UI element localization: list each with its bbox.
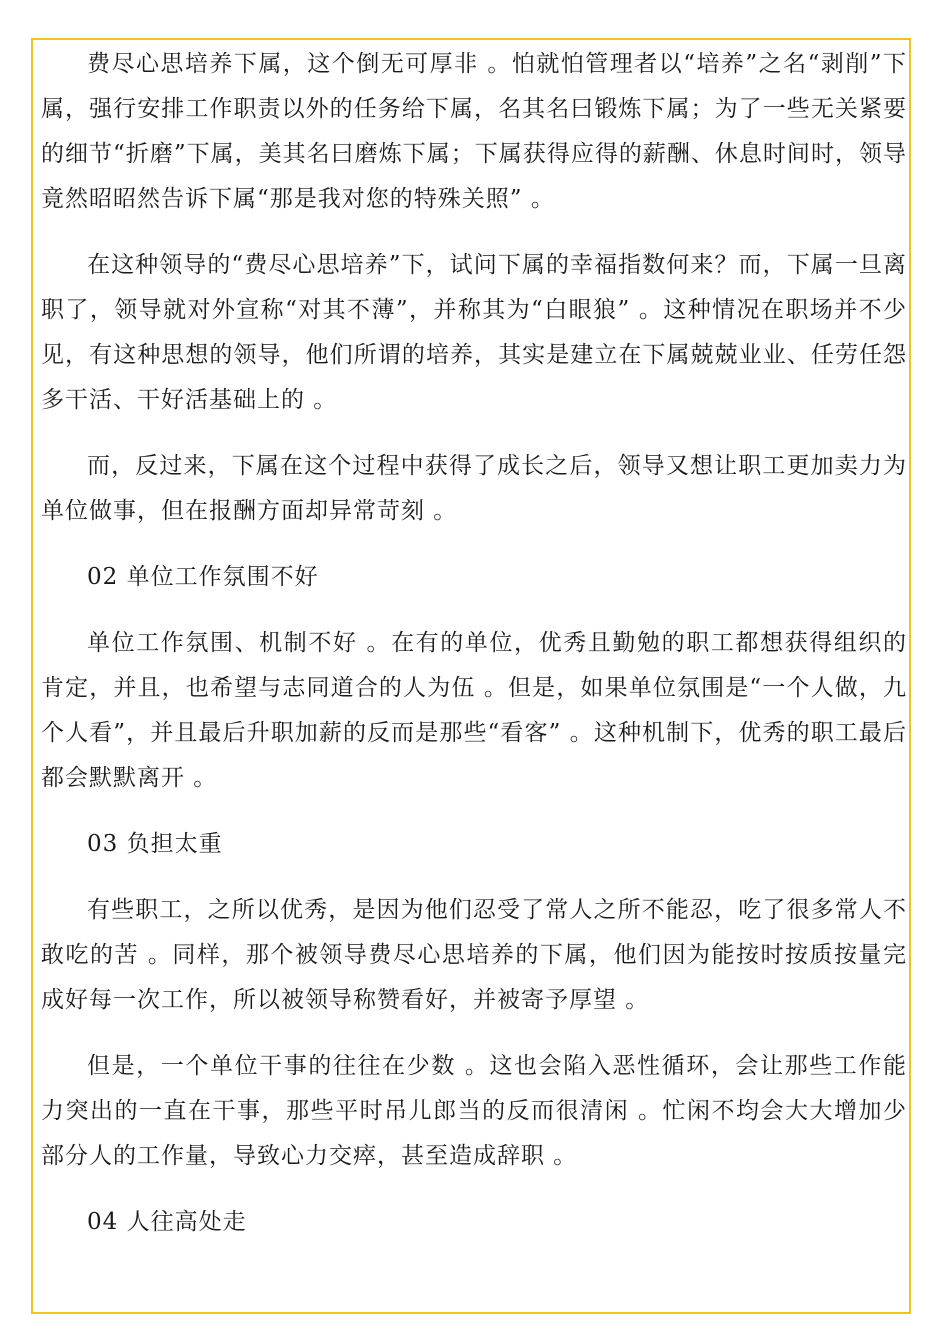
paragraph-1: 费尽心思培养下属，这个倒无可厚非 。怕就怕管理者以“培养”之名“剥削”下属，强行安排工作职责以外的任务给下属，名其名曰锻炼下属；为了一些无关紧要的细节“折磨”下属，美其名曰磨炼下属；下属获得应得的薪酬、休息时间时，领导竟然昭昭然告诉下属“那是我对您的特殊关照” 。 [41, 51, 907, 212]
section-heading-02: 02 单位工作氛围不好 [87, 564, 319, 590]
paragraph-5: 有些职工，之所以优秀，是因为他们忍受了常人之所不能忍，吃了很多常人不敢吃的苦 。同样，那个被领导费尽心思培养的下属，他们因为能按时按质按量完成好每一次工作，所以被领导称赞看好，并被寄予厚望 。 [41, 897, 907, 1013]
document-body [41, 42, 907, 1266]
paragraph-3: 而，反过来，下属在这个过程中获得了成长之后，领导又想让职工更加卖力为单位做事，但在报酬方面却异常苛刻 。 [41, 453, 907, 524]
section-heading-03: 03 负担太重 [87, 831, 223, 857]
paragraph-2: 在这种领导的“费尽心思培养”下，试问下属的幸福指数何来？而，下属一旦离职了，领导就对外宣称“对其不薄”，并称其为“白眼狼” 。这种情况在职场并不少见，有这种思想的领导，他们所谓的培养，其实是建立在下属兢兢业业、任劳任怨多干活、干好活基础上的 。 [41, 252, 907, 413]
section-heading-04: 04 人往高处走 [87, 1209, 247, 1235]
paragraph-4: 单位工作氛围、机制不好 。在有的单位，优秀且勤勉的职工都想获得组织的肯定，并且，也希望与志同道合的人为伍 。但是，如果单位氛围是“一个人做，九个人看”，并且最后升职加薪的反而是那些“看客” 。这种机制下，优秀的职工最后都会默默离开 。 [41, 630, 907, 791]
paragraph-6: 但是，一个单位干事的往往在少数 。这也会陷入恶性循环，会让那些工作能力突出的一直在干事，那些平时吊儿郎当的反而很清闲 。忙闲不均会大大增加少部分人的工作量，导致心力交瘁，甚至造成辞职 。 [41, 1053, 907, 1169]
